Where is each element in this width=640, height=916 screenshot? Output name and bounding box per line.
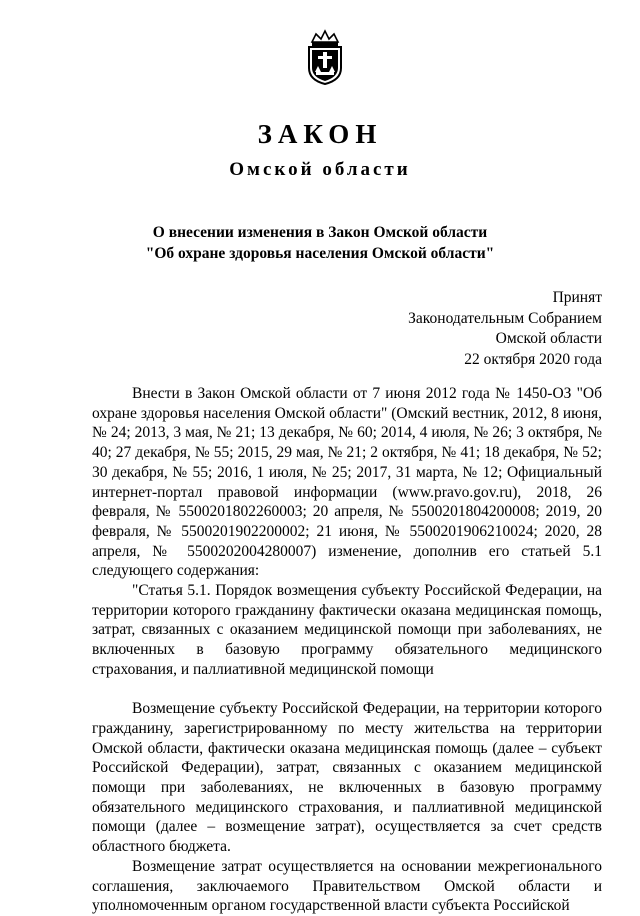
body-paragraph-3: Возмещение субъекту Российской Федерации, на территории которого гражданину, зарегистрированному по месту жительства на территории Омской области, фактически оказана медицинская помощь (далее – субъект Российской Федерации), затрат, связанных с оказанием медицинской помощи при заболеваниях, не включенных в базовую программу обязательного медицинского страхования, и паллиативной медицинской помощи (далее – возмещение затрат), осуществляется за счет средств областного бюджета.: [92, 700, 602, 856]
law-name: [0, 222, 640, 264]
document-body: [92, 384, 602, 916]
adoption-line-3: Омской области: [495, 330, 602, 347]
body-paragraph-article-heading: "Статья 5.1. Порядок возмещения субъекту Российской Федерации, на территории которого гражданину фактически оказана медицинская помощь, затрат, связанных с оказанием медицинской помощи при заболеваниях, не включенных в базовую программу обязательного медицинского страхования, и паллиативной медицинской помощи: [92, 582, 602, 678]
adoption-line-2: Законодательным Собранием: [408, 309, 602, 327]
law-name-line-2: "Об охране здоровья населения Омской области": [145, 245, 495, 262]
adoption-line-1: Принят: [552, 289, 602, 306]
omsk-coat-of-arms-emblem: [304, 28, 346, 86]
document-title: ЗАКОН: [257, 119, 383, 149]
adoption-block: [408, 288, 602, 370]
body-paragraph-1: Внести в Закон Омской области от 7 июня 2012 года № 1450-ОЗ "Об охране здоровья населения Омской области" (Омский вестник, 2012, 8 июня, № 24; 2013, 3 мая, № 21; 13 декабря, № 60; 2014, 4 июля, № 26; 3 октября, № 40; 27 декабря, № 55; 2015, 29 мая, № 21; 2 октября, № 41; 18 декабря, № 52; 30 декабря, № 55; 2016, 1 июля, № 25; 2017, 31 марта, № 12; Официальный интернет-портал правовой информации (www.pravo.gov.ru), 2018, 26 февраля, № 5500201802260003; 20 апреля, № 5500201804200008; 2019, 20 февраля, № 5500201902200002; 21 июня, № 5500201906210024; 2020, 28 апреля, № 5500202004280007) изменение, дополнив его статьей 5.1 следующего содержания:: [92, 385, 602, 580]
body-paragraph-4: Возмещение затрат осуществляется на основании межрегионального соглашения, заключаемого Правительством Омской области и уполномоченным органом государственной власти субъекта Российской: [92, 857, 602, 915]
adoption-date: 22 октября 2020 года: [464, 350, 602, 368]
document-subtitle: Омской области: [229, 159, 411, 180]
law-name-line-1: О внесении изменения в Закон Омской области: [152, 224, 488, 241]
